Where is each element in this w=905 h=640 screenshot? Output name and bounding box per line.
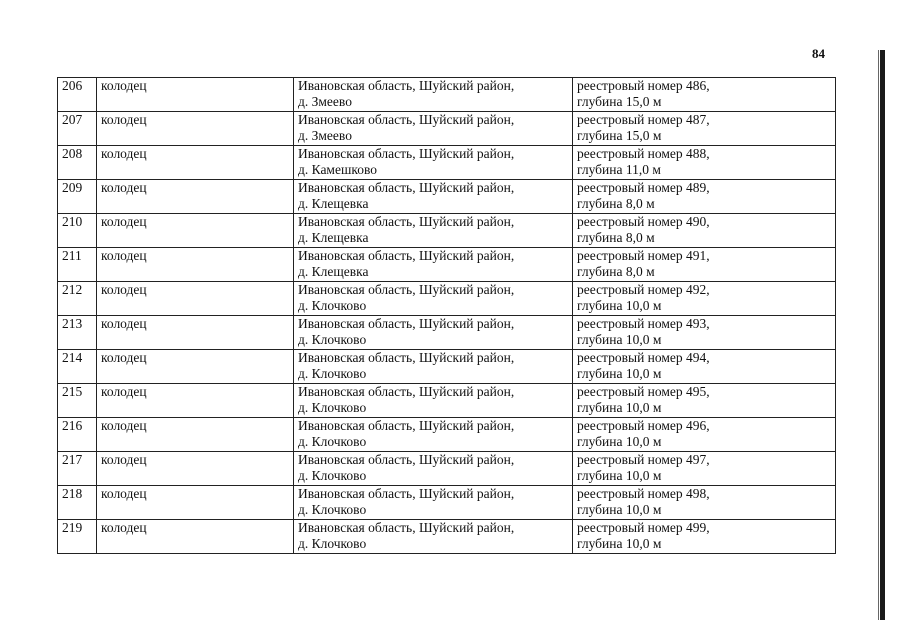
location-cell	[294, 486, 573, 520]
registry-info-cell	[573, 214, 836, 248]
registry-info-cell	[573, 112, 836, 146]
location-text: д. Клочково	[298, 468, 367, 483]
registry-table-body	[58, 78, 836, 554]
location-cell	[294, 350, 573, 384]
object-type-cell	[97, 418, 294, 452]
row-number-text: 210	[62, 214, 83, 229]
registry-info-cell	[573, 180, 836, 214]
object-type-cell	[97, 146, 294, 180]
row-number-cell	[58, 418, 97, 452]
location-text: д. Клочково	[298, 434, 367, 449]
registry-info-cell	[573, 486, 836, 520]
row-number-text: 214	[62, 350, 83, 365]
registry-info-text: глубина 8,0 м	[577, 230, 655, 245]
registry-info-text: глубина 15,0 м	[577, 128, 662, 143]
location-text: Ивановская область, Шуйский район,	[298, 384, 515, 399]
location-text: Ивановская область, Шуйский район,	[298, 146, 515, 161]
row-number-text: 218	[62, 486, 83, 501]
row-number-cell	[58, 452, 97, 486]
row-number-cell	[58, 316, 97, 350]
location-cell	[294, 78, 573, 112]
row-number-text: 217	[62, 452, 83, 467]
location-text: Ивановская область, Шуйский район,	[298, 520, 515, 535]
object-type-text: колодец	[101, 316, 147, 331]
registry-info-cell	[573, 452, 836, 486]
row-number-text: 219	[62, 520, 83, 535]
row-number-cell	[58, 248, 97, 282]
page-number: 84	[812, 46, 825, 61]
object-type-text: колодец	[101, 452, 147, 467]
location-text: Ивановская область, Шуйский район,	[298, 180, 515, 195]
location-cell	[294, 248, 573, 282]
location-text: д. Змеево	[298, 128, 352, 143]
row-number-cell	[58, 384, 97, 418]
row-number-text: 206	[62, 78, 83, 93]
location-text: Ивановская область, Шуйский район,	[298, 486, 515, 501]
registry-info-text: глубина 10,0 м	[577, 332, 662, 347]
scan-edge-thin	[878, 50, 879, 620]
row-number-text: 215	[62, 384, 83, 399]
table-row	[58, 350, 836, 384]
registry-info-text: глубина 15,0 м	[577, 94, 662, 109]
location-text: Ивановская область, Шуйский район,	[298, 78, 515, 93]
registry-info-text: реестровый номер 495,	[577, 384, 710, 399]
row-number-text: 213	[62, 316, 83, 331]
location-cell	[294, 180, 573, 214]
location-text: Ивановская область, Шуйский район,	[298, 452, 515, 467]
table-row	[58, 248, 836, 282]
row-number-cell	[58, 146, 97, 180]
table-row	[58, 384, 836, 418]
location-text: д. Клочково	[298, 298, 367, 313]
row-number-cell	[58, 214, 97, 248]
object-type-cell	[97, 112, 294, 146]
location-text: Ивановская область, Шуйский район,	[298, 112, 515, 127]
object-type-text: колодец	[101, 418, 147, 433]
location-text: д. Клочково	[298, 536, 367, 551]
object-type-text: колодец	[101, 146, 147, 161]
table-row	[58, 452, 836, 486]
object-type-text: колодец	[101, 350, 147, 365]
location-cell	[294, 214, 573, 248]
row-number-text: 209	[62, 180, 83, 195]
registry-info-text: глубина 10,0 м	[577, 434, 662, 449]
location-text: д. Камешково	[298, 162, 378, 177]
registry-table	[57, 77, 836, 554]
registry-info-text: реестровый номер 487,	[577, 112, 710, 127]
registry-info-cell	[573, 78, 836, 112]
registry-info-text: реестровый номер 488,	[577, 146, 710, 161]
location-cell	[294, 384, 573, 418]
registry-info-cell	[573, 418, 836, 452]
table-row	[58, 214, 836, 248]
object-type-text: колодец	[101, 384, 147, 399]
registry-info-text: глубина 8,0 м	[577, 264, 655, 279]
registry-info-text: глубина 11,0 м	[577, 162, 661, 177]
object-type-cell	[97, 452, 294, 486]
row-number-cell	[58, 350, 97, 384]
table-row	[58, 180, 836, 214]
object-type-text: колодец	[101, 248, 147, 263]
table-row	[58, 78, 836, 112]
table-row	[58, 520, 836, 554]
location-cell	[294, 452, 573, 486]
object-type-cell	[97, 214, 294, 248]
location-text: д. Клещевка	[298, 230, 369, 245]
table-row	[58, 316, 836, 350]
row-number-cell	[58, 78, 97, 112]
row-number-text: 208	[62, 146, 83, 161]
row-number-text: 212	[62, 282, 83, 297]
object-type-cell	[97, 248, 294, 282]
location-cell	[294, 520, 573, 554]
location-cell	[294, 418, 573, 452]
object-type-cell	[97, 78, 294, 112]
object-type-cell	[97, 486, 294, 520]
registry-info-text: глубина 10,0 м	[577, 400, 662, 415]
registry-info-text: реестровый номер 493,	[577, 316, 710, 331]
location-text: Ивановская область, Шуйский район,	[298, 282, 515, 297]
row-number-text: 207	[62, 112, 83, 127]
location-text: д. Клочково	[298, 502, 367, 517]
object-type-text: колодец	[101, 282, 147, 297]
object-type-cell	[97, 316, 294, 350]
registry-info-cell	[573, 282, 836, 316]
location-text: д. Клочково	[298, 366, 367, 381]
registry-info-text: глубина 10,0 м	[577, 298, 662, 313]
object-type-text: колодец	[101, 112, 147, 127]
registry-info-text: реестровый номер 489,	[577, 180, 710, 195]
registry-info-text: глубина 10,0 м	[577, 468, 662, 483]
registry-info-text: глубина 10,0 м	[577, 502, 662, 517]
registry-info-text: реестровый номер 498,	[577, 486, 710, 501]
object-type-cell	[97, 384, 294, 418]
row-number-cell	[58, 180, 97, 214]
table-row	[58, 418, 836, 452]
location-text: д. Клещевка	[298, 196, 369, 211]
object-type-text: колодец	[101, 520, 147, 535]
registry-info-text: реестровый номер 497,	[577, 452, 710, 467]
location-cell	[294, 146, 573, 180]
location-text: д. Клещевка	[298, 264, 369, 279]
registry-info-text: реестровый номер 499,	[577, 520, 710, 535]
registry-info-text: глубина 10,0 м	[577, 366, 662, 381]
table-row	[58, 146, 836, 180]
object-type-text: колодец	[101, 214, 147, 229]
location-text: д. Клочково	[298, 400, 367, 415]
object-type-cell	[97, 520, 294, 554]
object-type-text: колодец	[101, 180, 147, 195]
location-text: Ивановская область, Шуйский район,	[298, 418, 515, 433]
object-type-text: колодец	[101, 486, 147, 501]
registry-info-text: реестровый номер 491,	[577, 248, 710, 263]
registry-info-cell	[573, 384, 836, 418]
registry-info-text: глубина 8,0 м	[577, 196, 655, 211]
registry-info-text: реестровый номер 496,	[577, 418, 710, 433]
row-number-text: 216	[62, 418, 83, 433]
registry-info-cell	[573, 248, 836, 282]
location-text: Ивановская область, Шуйский район,	[298, 214, 515, 229]
registry-info-cell	[573, 146, 836, 180]
location-text: Ивановская область, Шуйский район,	[298, 248, 515, 263]
location-cell	[294, 282, 573, 316]
row-number-cell	[58, 112, 97, 146]
table-row	[58, 282, 836, 316]
location-text: д. Клочково	[298, 332, 367, 347]
registry-info-text: реестровый номер 490,	[577, 214, 710, 229]
row-number-cell	[58, 486, 97, 520]
registry-info-text: глубина 10,0 м	[577, 536, 662, 551]
location-text: Ивановская область, Шуйский район,	[298, 316, 515, 331]
object-type-cell	[97, 180, 294, 214]
scan-edge	[880, 50, 885, 620]
table-row	[58, 112, 836, 146]
location-text: д. Змеево	[298, 94, 352, 109]
row-number-cell	[58, 520, 97, 554]
object-type-cell	[97, 282, 294, 316]
table-row	[58, 486, 836, 520]
registry-info-cell	[573, 520, 836, 554]
registry-info-text: реестровый номер 486,	[577, 78, 710, 93]
registry-info-text: реестровый номер 494,	[577, 350, 710, 365]
location-text: Ивановская область, Шуйский район,	[298, 350, 515, 365]
registry-info-cell	[573, 350, 836, 384]
row-number-text: 211	[62, 248, 82, 263]
object-type-cell	[97, 350, 294, 384]
location-cell	[294, 112, 573, 146]
registry-info-cell	[573, 316, 836, 350]
row-number-cell	[58, 282, 97, 316]
location-cell	[294, 316, 573, 350]
registry-info-text: реестровый номер 492,	[577, 282, 710, 297]
object-type-text: колодец	[101, 78, 147, 93]
